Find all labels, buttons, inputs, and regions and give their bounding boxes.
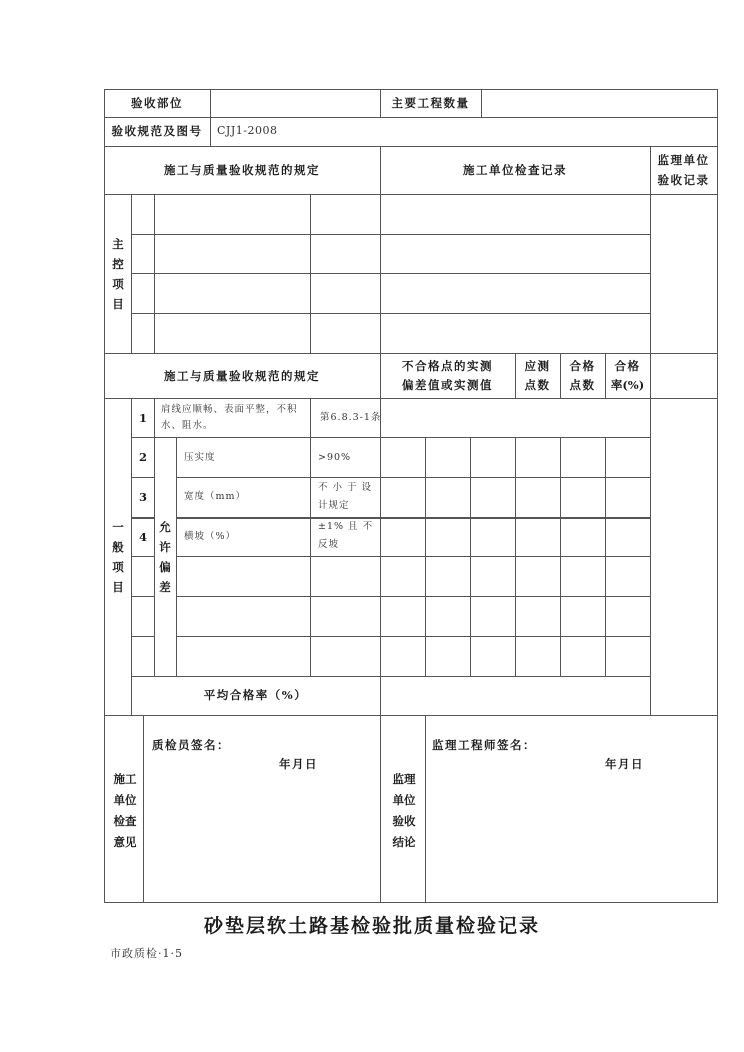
spec-rules-header: 施工与质量验收规范的规定: [164, 163, 320, 177]
col-divider: [131, 194, 132, 353]
row-divider: [380, 517, 650, 519]
row-number: 2: [138, 450, 147, 464]
row-divider: [380, 636, 650, 637]
average-rate-field[interactable]: [381, 677, 650, 715]
engineer-signature-label: 监理工程师签名：: [432, 738, 536, 752]
row-divider: [131, 517, 154, 519]
col-divider: [131, 398, 132, 715]
general-item-4: 横坡（%）: [184, 531, 237, 542]
grid-cell[interactable]: [606, 438, 650, 477]
standard-value: CJJ1-2008: [217, 124, 278, 137]
should-measure-header-line2: 点数: [524, 378, 551, 392]
main-control-record-4[interactable]: [381, 314, 650, 353]
main-control-record-1[interactable]: [381, 195, 650, 234]
supervisor-record-header-line1: 监理单位: [657, 153, 710, 167]
row-number: 1: [138, 411, 147, 425]
contractor-date-label: 年月日: [279, 757, 318, 771]
qualified-rate-header-line2: 率(%): [610, 378, 645, 392]
grid-cell[interactable]: [561, 438, 605, 477]
qualified-points-header-line2: 点数: [569, 378, 596, 392]
row-divider: [104, 117, 718, 118]
qualified-points-header-line1: 合格: [569, 359, 596, 373]
inspector-signature-label: 质检员签名：: [152, 738, 230, 752]
inspection-location-label: 验收部位: [131, 96, 183, 110]
general-requirement-3-line1: 不 小 于 设: [318, 482, 373, 493]
row-divider: [380, 556, 650, 557]
main-control-label: 主控项目: [112, 237, 124, 311]
standard-label: 验收规范及图号: [111, 124, 203, 138]
grid-cell[interactable]: [516, 438, 560, 477]
row-divider: [104, 194, 131, 195]
main-control-item-3[interactable]: [155, 274, 310, 313]
col-divider: [176, 437, 177, 676]
table-border-left: [104, 89, 105, 903]
grid-cell[interactable]: [471, 438, 515, 477]
supervisor-conclusion-label: 监理单位验收结论: [392, 772, 416, 849]
average-rate-label: 平均合格率（%）: [203, 688, 308, 702]
main-control-record-2[interactable]: [381, 235, 650, 273]
tolerance-label: 允许偏差: [159, 520, 171, 594]
col-divider: [380, 715, 381, 902]
qualified-rate-header-line1: 合格: [614, 359, 641, 373]
general-items-label: 一般项目: [112, 520, 124, 594]
general-record-1[interactable]: [381, 399, 650, 437]
contractor-record-header: 施工单位检查记录: [463, 163, 567, 177]
row-divider: [131, 636, 154, 637]
row-divider: [380, 596, 650, 597]
col-divider: [154, 398, 155, 676]
general-requirement-4-line1: ±1% 且 不: [318, 521, 374, 532]
row-divider: [104, 146, 718, 147]
row-divider: [131, 596, 154, 597]
general-item-1-line2: 水、阻水。: [161, 420, 214, 431]
contractor-opinion-area[interactable]: [144, 716, 380, 902]
row-divider: [131, 556, 154, 557]
deviation-header-line1: 不合格点的实测: [402, 359, 493, 373]
supervisor-record-header-line2: 验收记录: [657, 173, 710, 187]
general-requirement-1: 第6.8.3-1条: [320, 412, 382, 423]
main-control-record-3[interactable]: [381, 274, 650, 313]
general-supervisor-cell[interactable]: [651, 399, 717, 715]
general-spec-rules-header: 施工与质量验收规范的规定: [164, 369, 320, 383]
row-divider: [131, 477, 154, 478]
main-control-item-1[interactable]: [155, 195, 310, 234]
main-control-item-2[interactable]: [155, 235, 310, 273]
general-requirement-3-line2: 计规定: [318, 500, 350, 511]
should-measure-header-line1: 应测: [524, 359, 551, 373]
col-divider: [310, 194, 311, 353]
main-control-supervisor-cell[interactable]: [651, 195, 717, 353]
table-border-bottom: [104, 902, 718, 903]
general-requirement-4-line2: 反坡: [318, 539, 340, 550]
grid-cell[interactable]: [426, 438, 470, 477]
col-divider: [310, 398, 311, 676]
general-requirement-2: >90%: [318, 452, 352, 463]
contractor-opinion-label: 施工单位检查意见: [113, 772, 137, 849]
main-quantity-label: 主要工程数量: [391, 96, 470, 110]
main-control-item-4[interactable]: [155, 314, 310, 353]
supervisor-conclusion-area[interactable]: [426, 716, 717, 902]
form-code: 市政质检·1·5: [110, 947, 183, 960]
row-number: 4: [138, 530, 147, 544]
row-number: 3: [138, 490, 147, 504]
inspection-location-field[interactable]: [211, 90, 380, 117]
row-divider: [104, 353, 718, 354]
general-item-2: 压实度: [184, 452, 216, 463]
supervisor-date-label: 年月日: [605, 757, 644, 771]
general-item-1-line1: 肩线应顺畅、表面平整，不积: [161, 404, 298, 415]
main-quantity-field[interactable]: [482, 90, 717, 117]
document-title: 砂垫层软土路基检验批质量检验记录: [203, 915, 540, 937]
table-border-right: [717, 89, 718, 903]
deviation-header-line2: 偏差值或实测值: [402, 378, 493, 392]
general-item-3: 宽度（mm）: [184, 491, 247, 502]
grid-cell[interactable]: [381, 438, 425, 477]
row-divider: [380, 477, 650, 478]
